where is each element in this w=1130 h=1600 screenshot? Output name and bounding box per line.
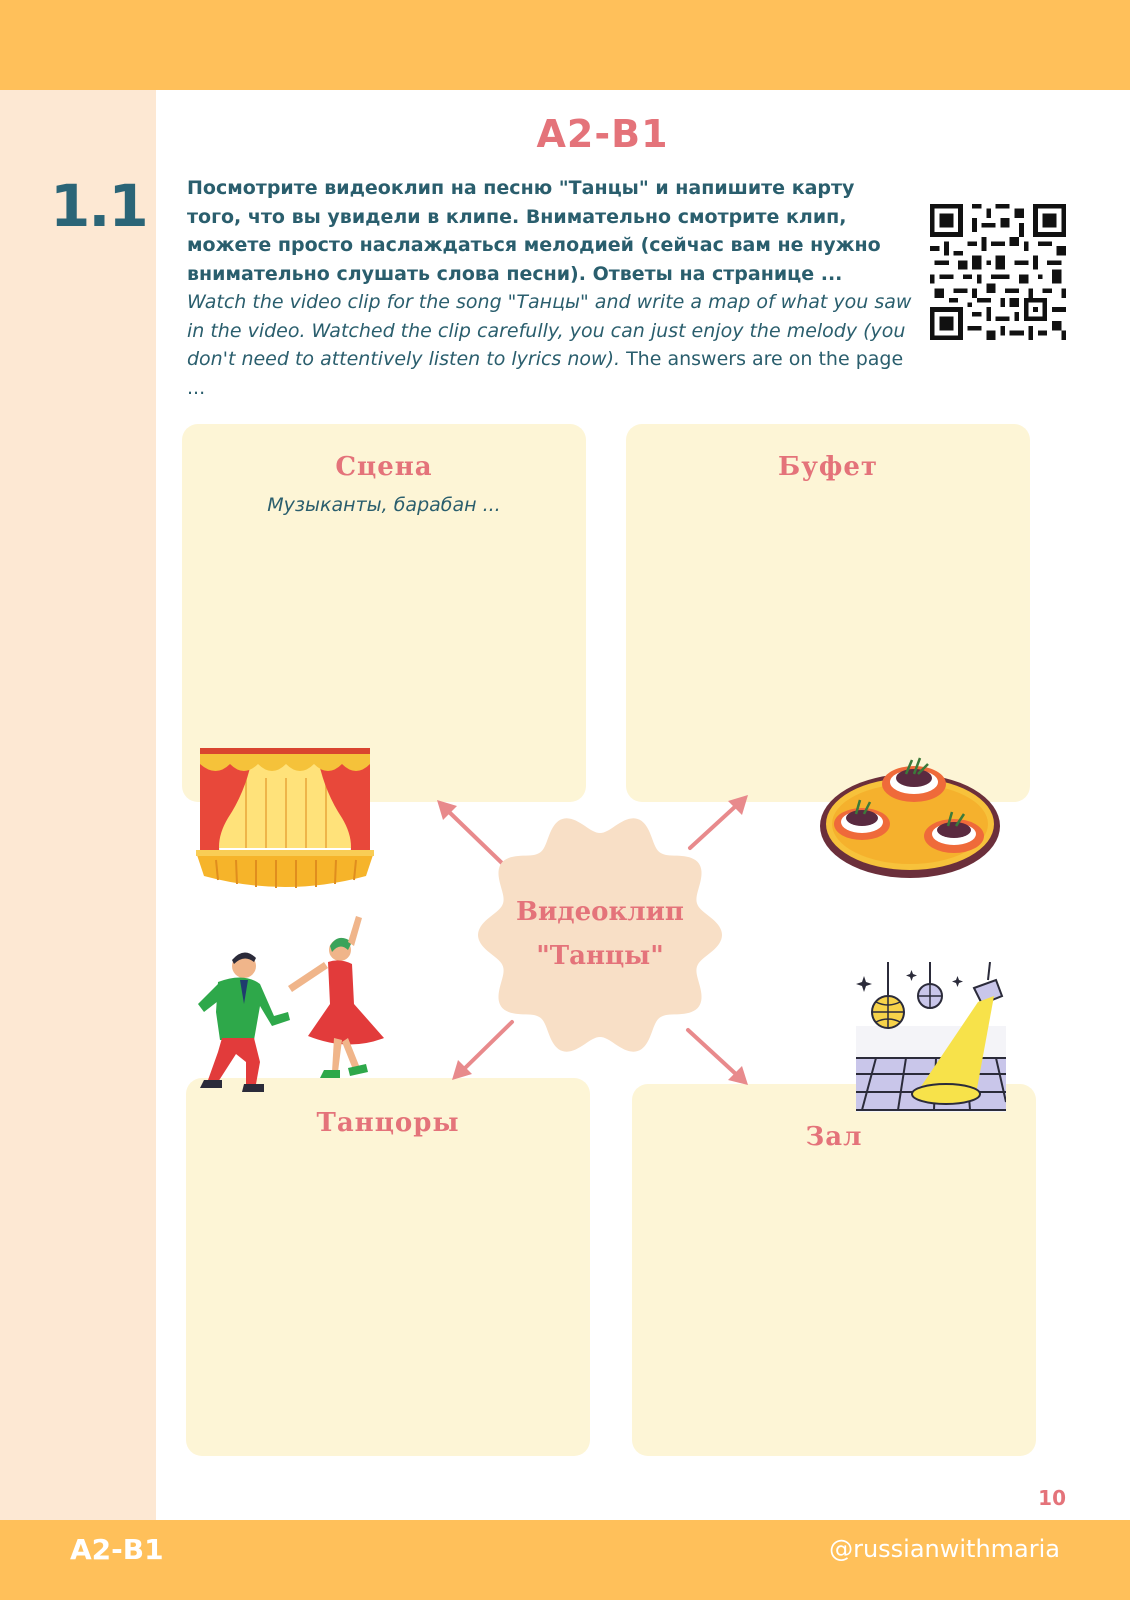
card-stage-hint: Музыканты, барабан ... (267, 494, 501, 516)
card-stage-title: Сцена (335, 452, 433, 482)
center-label (475, 890, 725, 978)
dancing-couple-icon (188, 912, 400, 1102)
center-label-line2: "Танцы" (536, 941, 664, 971)
level-heading: A2-B1 (536, 112, 669, 156)
instructions-english-italic: Watch the video clip for the song "Танцы" and write a map of what you saw in the video. Watched the clip carefully, you can just enjoy the melody (you don't need to attentively listen to lyrics now). (187, 291, 912, 370)
footer-level: A2-B1 (70, 1533, 164, 1566)
card-buffet-title: Буфет (778, 452, 878, 482)
card-dancers-title: Танцоры (316, 1108, 460, 1138)
theater-stage-icon (196, 748, 374, 894)
page-number: 10 (1038, 1486, 1066, 1510)
disco-hall-icon (856, 962, 1006, 1112)
canape-plate-icon (814, 752, 1004, 884)
section-number: 1.1 (50, 172, 147, 240)
footer-social-handle[interactable]: @russianwithmaria (829, 1535, 1060, 1563)
instructions-english-plain: The answers are on the page ... (187, 348, 904, 399)
center-label-line1: Видеоклип (516, 897, 684, 927)
instructions-russian: Посмотрите видеоклип на песню "Танцы" и напишите карту того, что вы увидели в клипе. Внимательно смотрите клип, можете просто наслаждаться мелодией (сейчас вам не нужно внимательно слушать слова песни). Ответы на странице ... (187, 177, 881, 285)
card-hall-title: Зал (805, 1122, 863, 1152)
